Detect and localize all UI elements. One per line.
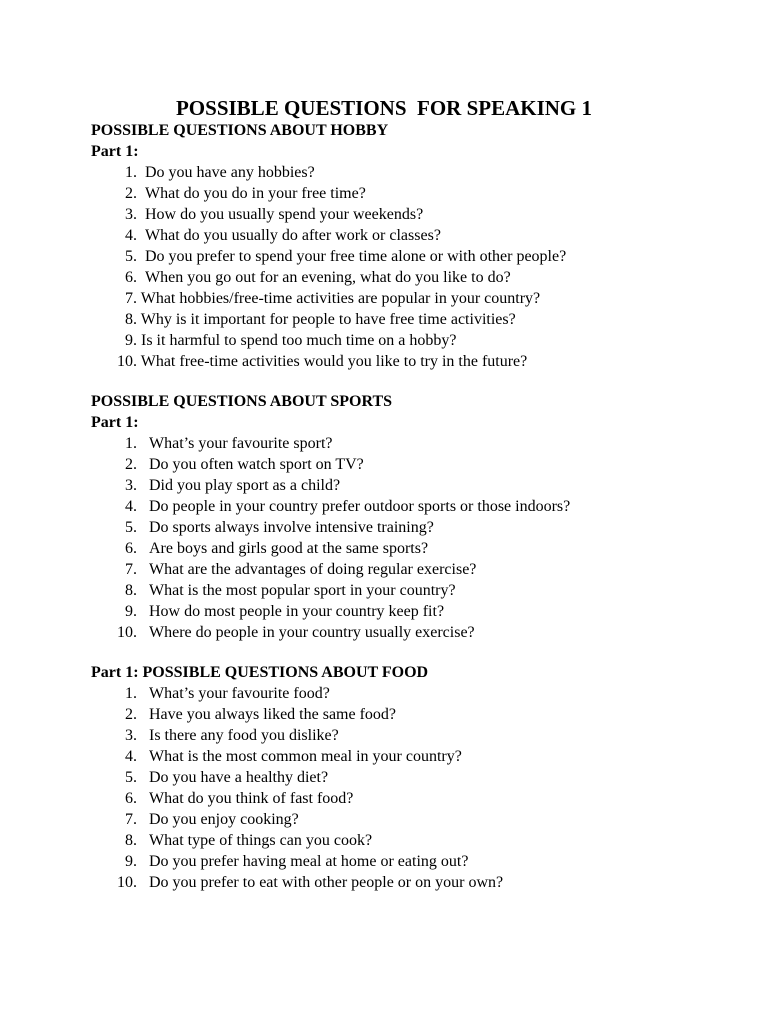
list-item (113, 560, 476, 580)
item-text: What do you usually do after work or classes? (145, 227, 441, 244)
item-text: What are the advantages of doing regular exercise? (149, 561, 477, 578)
item-text: What do you think of fast food? (149, 790, 354, 807)
item-number: 6. (125, 790, 137, 807)
item-text: What is the most popular sport in your country? (149, 582, 456, 599)
list-item (113, 184, 366, 204)
list-item (113, 352, 527, 372)
item-number: 8. (125, 582, 137, 599)
list-item (113, 289, 540, 309)
item-text: Where do people in your country usually exercise? (149, 624, 475, 641)
item-number: 1. (125, 164, 137, 181)
item-text: Do you prefer to eat with other people or on your own? (149, 874, 504, 891)
list-item (113, 684, 330, 704)
list-item (113, 726, 339, 746)
item-text: Do sports always involve intensive training? (149, 519, 434, 536)
item-number: 9. (125, 332, 137, 349)
item-text: How do you usually spend your weekends? (145, 206, 424, 223)
list-item (113, 163, 315, 183)
item-text: Do people in your country prefer outdoor sports or those indoors? (149, 498, 571, 515)
list-item (113, 852, 468, 872)
item-number: 7. (125, 561, 137, 578)
item-number: 10. (117, 624, 137, 641)
item-number: 1. (125, 435, 137, 452)
item-text: What do you do in your free time? (145, 185, 366, 202)
list-item (113, 247, 566, 267)
item-text: Do you often watch sport on TV? (149, 456, 364, 473)
item-number: 2. (125, 706, 137, 723)
item-text: Do you prefer having meal at home or eating out? (149, 853, 469, 870)
item-text: Do you prefer to spend your free time alone or with other people? (145, 248, 567, 265)
item-number: 2. (125, 456, 137, 473)
item-number: 3. (125, 477, 137, 494)
item-text: Did you play sport as a child? (149, 477, 341, 494)
list-item (113, 747, 462, 767)
item-number: 8. (125, 311, 137, 328)
list-item (113, 331, 457, 351)
list-item (113, 623, 475, 643)
section-heading-food: Part 1: POSSIBLE QUESTIONS ABOUT FOOD (91, 664, 429, 681)
section-subheading-sports: Part 1: (91, 414, 139, 431)
item-number: 3. (125, 727, 137, 744)
item-text: How do most people in your country keep fit? (149, 603, 445, 620)
item-text: When you go out for an evening, what do you like to do? (145, 269, 511, 286)
list-item (113, 434, 333, 454)
item-number: 1. (125, 685, 137, 702)
list-item (113, 602, 444, 622)
item-number: 4. (125, 748, 137, 765)
section-heading-sports: POSSIBLE QUESTIONS ABOUT SPORTS (91, 393, 393, 410)
item-text: What’s your favourite food? (149, 685, 330, 702)
item-text: Are boys and girls good at the same sports? (149, 540, 429, 557)
list-item (113, 810, 299, 830)
list-item (113, 705, 396, 725)
list-item (113, 476, 340, 496)
item-text: Why is it important for people to have free time activities? (140, 311, 516, 328)
section-subheading-hobby: Part 1: (91, 143, 139, 160)
list-item (113, 581, 456, 601)
item-text: What type of things can you cook? (149, 832, 373, 849)
item-number: 3. (125, 206, 137, 223)
item-text: Is there any food you dislike? (149, 727, 339, 744)
item-text: Do you enjoy cooking? (149, 811, 299, 828)
list-item (113, 455, 364, 475)
list-item (113, 539, 428, 559)
item-number: 5. (125, 769, 137, 786)
item-number: 6. (125, 540, 137, 557)
item-number: 4. (125, 227, 137, 244)
page-title: POSSIBLE QUESTIONS FOR SPEAKING 1 (175, 96, 593, 120)
item-number: 10. (117, 874, 137, 891)
item-text: What hobbies/free-time activities are popular in your country? (140, 290, 541, 307)
item-number: 5. (125, 519, 137, 536)
item-number: 7. (125, 290, 137, 307)
item-text: Do you have any hobbies? (145, 164, 315, 181)
list-item (113, 831, 372, 851)
item-text: What’s your favourite sport? (149, 435, 333, 452)
item-number: 10. (117, 353, 137, 370)
item-text: What free-time activities would you like to try in the future? (140, 353, 528, 370)
list-item (113, 873, 503, 893)
item-number: 8. (125, 832, 137, 849)
item-text: What is the most common meal in your country? (149, 748, 462, 765)
list-item (113, 268, 511, 288)
item-number: 9. (125, 853, 137, 870)
item-number: 2. (125, 185, 137, 202)
list-item (113, 497, 570, 517)
item-number: 4. (125, 498, 137, 515)
list-item (113, 789, 353, 809)
item-text: Is it harmful to spend too much time on a hobby? (141, 332, 457, 349)
list-item (113, 226, 441, 246)
section-heading-hobby: POSSIBLE QUESTIONS ABOUT HOBBY (91, 122, 389, 139)
item-text: Have you always liked the same food? (149, 706, 397, 723)
list-item (113, 768, 328, 788)
item-number: 7. (125, 811, 137, 828)
item-number: 5. (125, 248, 137, 265)
list-item (113, 518, 434, 538)
item-number: 9. (125, 603, 137, 620)
list-item (113, 310, 516, 330)
list-item (113, 205, 423, 225)
item-number: 6. (125, 269, 137, 286)
item-text: Do you have a healthy diet? (149, 769, 329, 786)
